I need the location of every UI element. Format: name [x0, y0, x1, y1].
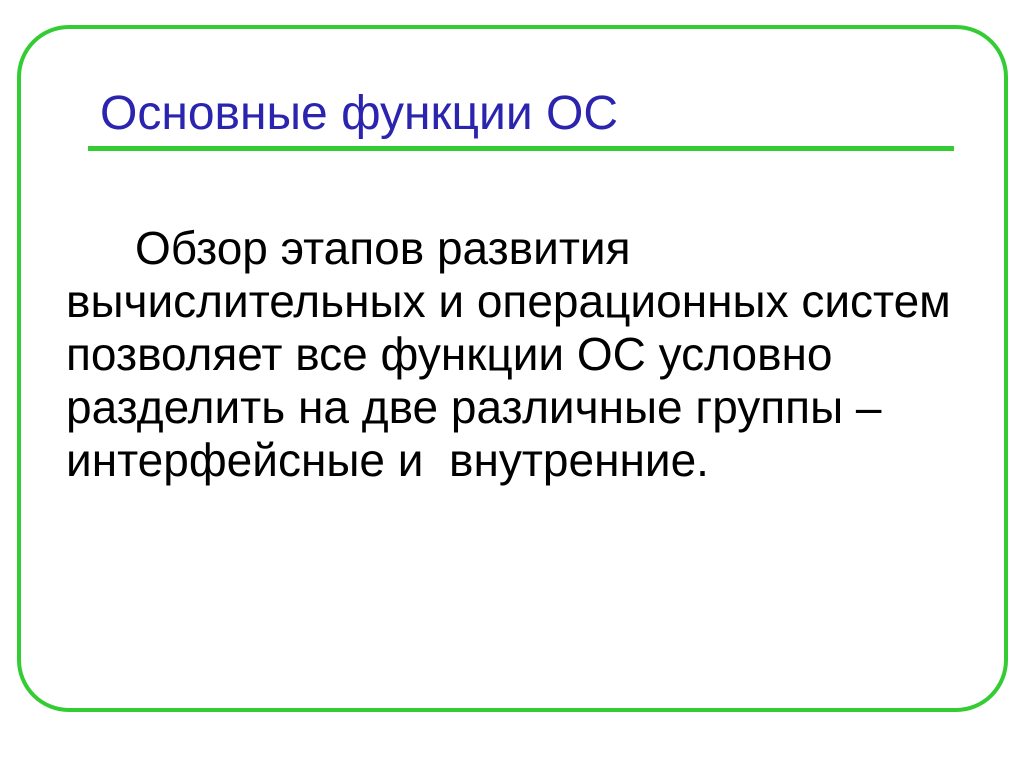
body-line: интерфейсные и внутренние. — [66, 434, 709, 486]
body-line: разделить на две различные группы – — [66, 381, 882, 433]
body-line: вычислительных и операционных систем — [66, 275, 951, 327]
body-line: Обзор этапов развития — [135, 222, 631, 274]
slide-title: Основные функции ОС — [100, 87, 618, 140]
slide-body-paragraph — [66, 222, 966, 487]
body-line: позволяет все функции ОС условно — [66, 328, 833, 380]
title-underline-rule — [88, 146, 954, 151]
